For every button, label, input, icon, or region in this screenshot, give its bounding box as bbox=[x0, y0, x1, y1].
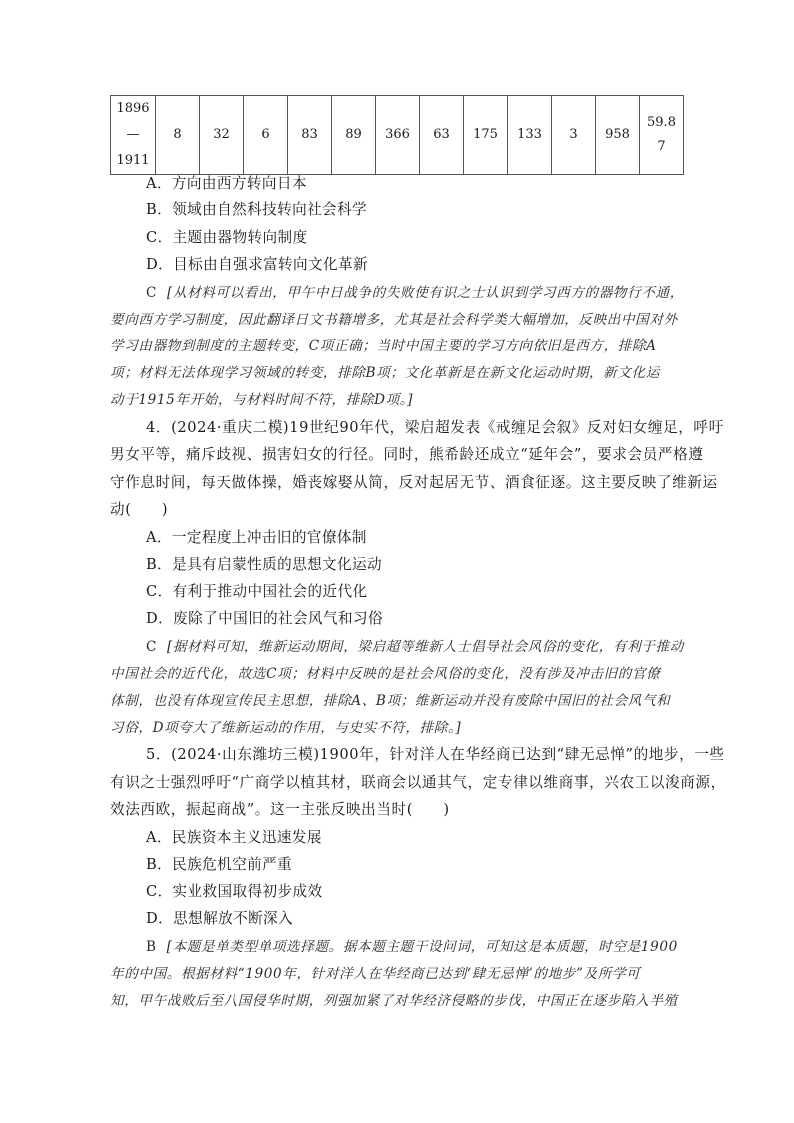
table-cell: 175 bbox=[464, 96, 508, 175]
table-cell: 32 bbox=[200, 96, 244, 175]
table-cell-year: 1896 — 1911 bbox=[111, 96, 156, 175]
table-cell: 958 bbox=[596, 96, 640, 175]
q3-option-c: C．主题由器物转向制度 bbox=[146, 229, 308, 246]
q5-explanation-line: B [本题是单类型单项选择题。据本题主题干设问词，可知这是本质题，时空是1900 bbox=[146, 939, 678, 955]
q5-explanation-line: 年的中国。根据材料“1900年，针对洋人在华经商已达到‘肆无忌惮’的地步”及所学可 bbox=[110, 966, 641, 982]
q4-option-b: B．是具有启蒙性质的思想文化运动 bbox=[146, 556, 383, 573]
q4-stem-line: 男女平等，痛斥歧视、损害妇女的行径。同时，熊希龄还成立“延年会”，要求会员严格遵 bbox=[110, 446, 704, 463]
table-cell: 3 bbox=[552, 96, 596, 175]
data-table bbox=[110, 95, 684, 175]
table-cell: 8 bbox=[156, 96, 200, 175]
table-cell: 89 bbox=[332, 96, 376, 175]
q5-option-c: C．实业救国取得初步成效 bbox=[146, 883, 323, 900]
q3-option-d: D．目标由自强求富转向文化革新 bbox=[146, 256, 369, 273]
q3-explanation-line: 动于1915年开始，与材料时间不符，排除D项。] bbox=[110, 392, 414, 408]
q4-stem-line: 守作息时间，每天做体操，婚丧嫁娶从简，反对起居无节、酒食征逐。这主要反映了维新运 bbox=[110, 474, 718, 491]
q3-explanation-line: 要向西方学习制度，因此翻译日文书籍增多，尤其是社会科学类大幅增加，反映出中国对外 bbox=[110, 312, 678, 328]
q5-stem-line: 5．(2024·山东潍坊三模)1900年，针对洋人在华经商已达到“肆无忌惮”的地步，一些 bbox=[146, 746, 725, 763]
q3-option-a: A．方向由西方转向日本 bbox=[146, 175, 307, 192]
q3-explanation-line: 学习由器物到制度的主题转变，C项正确；当时中国主要的学习方向依旧是西方，排除A bbox=[110, 338, 657, 354]
q3-explanation-line: 项；材料无法体现学习领域的转变，排除B项；文化革新是在新文化运动时期，新文化运 bbox=[110, 365, 660, 381]
q3-answer-key: C bbox=[146, 285, 158, 301]
table-cell: 63 bbox=[420, 96, 464, 175]
q3-explanation-line: C [从材料可以看出，甲午中日战争的失败使有识之士认识到学习西方的器物行不通， bbox=[146, 285, 684, 301]
q4-answer-key: C bbox=[146, 639, 158, 655]
q4-option-a: A．一定程度上冲击旧的官僚体制 bbox=[146, 529, 367, 546]
q4-stem-line: 4．(2024·重庆二模)19世纪90年代，梁启超发表《戒缠足会叙》反对妇女缠足，呼吁 bbox=[146, 419, 724, 436]
q5-explanation-line: 知，甲午战败后至八国侵华时期，列强加紧了对华经济侵略的步伐，中国正在逐步陷入半殖 bbox=[110, 993, 678, 1009]
table-cell: 366 bbox=[376, 96, 420, 175]
q5-option-d: D．思想解放不断深入 bbox=[146, 910, 294, 927]
table-cell: 133 bbox=[508, 96, 552, 175]
table-cell: 6 bbox=[244, 96, 288, 175]
table-row bbox=[111, 96, 684, 175]
q5-stem-line: 有识之士强烈呼吁“广商学以植其材，联商会以通其气，定专律以维商事，兴农工以浚商源， bbox=[110, 774, 726, 791]
q4-stem-line: 动( ) bbox=[110, 501, 169, 518]
q4-explanation-line: C [据材料可知，维新运动期间，梁启超等维新人士倡导社会风俗的变化，有利于推动 bbox=[146, 639, 684, 655]
q5-answer-key: B bbox=[146, 939, 157, 955]
table-cell: 83 bbox=[288, 96, 332, 175]
q5-stem-line: 效法西欧，振起商战”。这一主张反映出当时( ) bbox=[110, 801, 450, 818]
q4-explanation-line: 体制，也没有体现宣传民主思想，排除A、B项；维新运动并没有废除中国旧的社会风气和 bbox=[110, 693, 671, 709]
q4-explanation-line: 中国社会的近代化，故选C项；材料中反映的是社会风俗的变化，没有涉及冲击旧的官僚 bbox=[110, 666, 661, 682]
q4-option-d: D．废除了中国旧的社会风气和习俗 bbox=[146, 610, 384, 627]
q5-option-a: A．民族资本主义迅速发展 bbox=[146, 829, 322, 846]
table-cell-last: 59.8 7 bbox=[640, 96, 684, 175]
q3-option-b: B．领域由自然科技转向社会科学 bbox=[146, 201, 368, 218]
q4-option-c: C．有利于推动中国社会的近代化 bbox=[146, 583, 368, 600]
q4-explanation-line: 习俗，D项夸大了维新运动的作用，与史实不符，排除。] bbox=[110, 720, 462, 736]
q5-option-b: B．民族危机空前严重 bbox=[146, 856, 293, 873]
